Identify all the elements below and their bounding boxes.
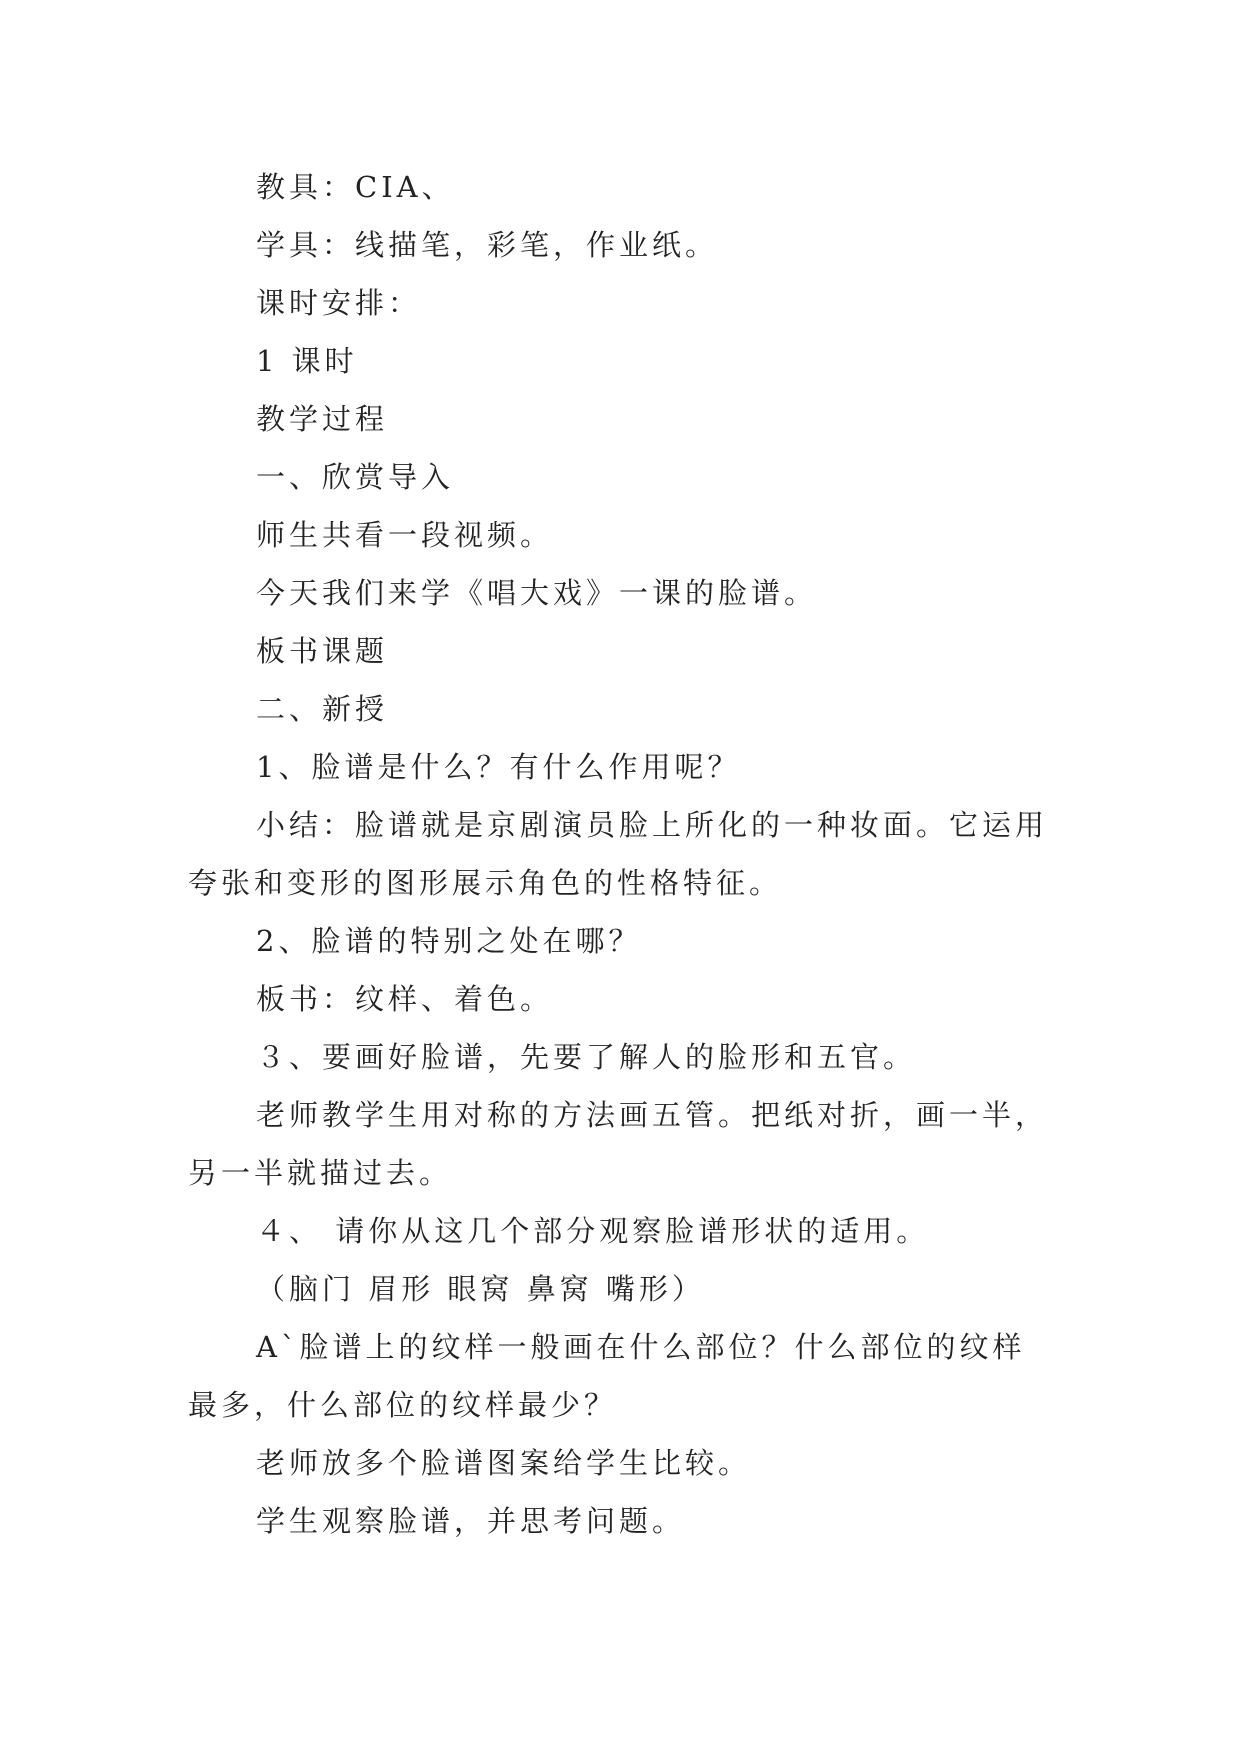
text-line: 板书课题 — [256, 634, 389, 668]
text-line-question-a-cont: 最多，什么部位的纹样最少？ — [188, 1388, 618, 1422]
text-line-parts: （脑门 眉形 眼窝 鼻窝 嘴形） — [256, 1272, 705, 1306]
text-line-student-tools: 学具：线描笔，彩笔，作业纸。 — [256, 228, 719, 262]
text-line: 今天我们来学《唱大戏》一课的脸谱。 — [256, 576, 818, 610]
text-line: 板书：纹样、着色。 — [256, 982, 554, 1016]
text-line: 学生观察脸谱，并思考问题。 — [256, 1504, 686, 1538]
text-line-step-3: ３、要画好脸谱，先要了解人的脸形和五官。 — [256, 1040, 917, 1074]
text-line: 老师放多个脸谱图案给学生比较。 — [256, 1446, 752, 1480]
text-line-step-4: ４、 请你从这几个部分观察脸谱形状的适用。 — [256, 1214, 930, 1248]
text-line-schedule-heading: 课时安排： — [256, 286, 422, 320]
text-line-question-2: 2、脸谱的特别之处在哪？ — [256, 924, 642, 958]
text-line: 师生共看一段视频。 — [256, 518, 554, 552]
text-line-section-2: 二、新授 — [256, 692, 389, 726]
text-line-teaching-aids: 教具：CIA、 — [256, 170, 455, 204]
text-line-schedule-value: 1 课时 — [256, 344, 358, 378]
text-line-summary: 小结：脸谱就是京剧演员脸上所化的一种妆面。它运用 — [256, 808, 1049, 842]
text-line-question-1: 1、脸谱是什么？有什么作用呢？ — [256, 750, 741, 784]
text-line-summary-cont: 夸张和变形的图形展示角色的性格特征。 — [188, 866, 783, 900]
text-line-process-heading: 教学过程 — [256, 402, 389, 436]
text-line: 老师教学生用对称的方法画五管。把纸对折，画一半， — [256, 1098, 1049, 1132]
text-line-section-1: 一、欣赏导入 — [256, 460, 455, 494]
text-line-cont: 另一半就描过去。 — [188, 1156, 453, 1190]
text-line-question-a: A`脸谱上的纹样一般画在什么部位？什么部位的纹样 — [256, 1330, 1026, 1364]
